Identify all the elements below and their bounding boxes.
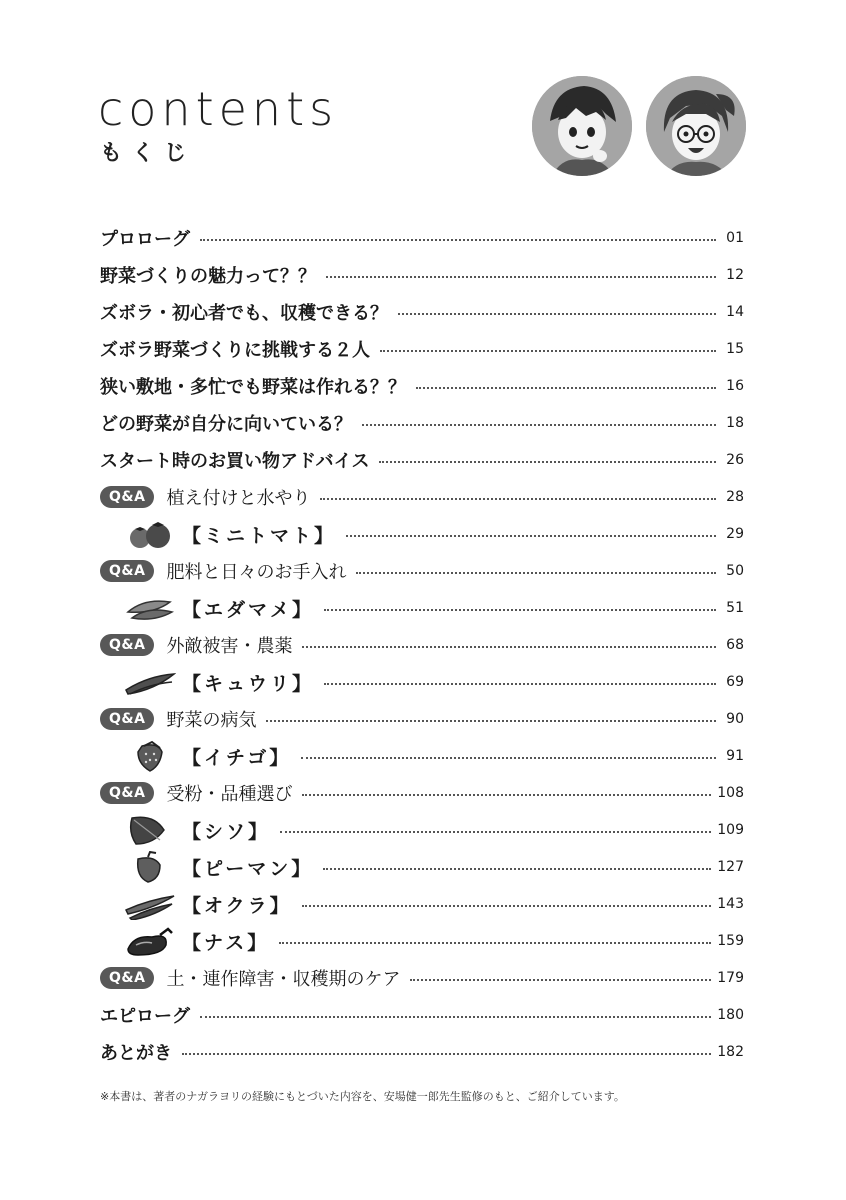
toc-item-label: 肥料と日々のお手入れ bbox=[166, 562, 347, 583]
tomato-icon bbox=[124, 518, 176, 550]
toc-item-page: 28 bbox=[726, 489, 744, 505]
shiso-icon bbox=[124, 814, 176, 846]
leader-dots bbox=[200, 1016, 711, 1018]
leader-dots bbox=[182, 1053, 711, 1055]
toc-item-veg[interactable] bbox=[124, 591, 744, 625]
okra-icon bbox=[124, 888, 176, 920]
toc-item-page: 69 bbox=[726, 674, 744, 690]
boy-character-avatar bbox=[532, 76, 632, 176]
toc-item-label: 【イチゴ】 bbox=[182, 746, 292, 769]
toc-item-label: 外敵被害・農薬 bbox=[166, 636, 293, 657]
toc-item-label: 【シソ】 bbox=[182, 820, 271, 843]
toc-item-page: 51 bbox=[726, 600, 744, 616]
leader-dots bbox=[200, 239, 716, 241]
toc-item[interactable] bbox=[100, 443, 744, 477]
toc-item[interactable] bbox=[100, 406, 744, 440]
eggplant-icon bbox=[124, 925, 176, 957]
toc-item-label: 【オクラ】 bbox=[182, 894, 292, 917]
toc-item-page: 01 bbox=[726, 230, 744, 246]
leader-dots bbox=[379, 461, 716, 463]
toc-item-veg[interactable] bbox=[124, 517, 744, 551]
toc-item-qa[interactable] bbox=[100, 961, 744, 995]
leader-dots bbox=[326, 276, 716, 278]
toc-item-veg[interactable] bbox=[124, 739, 744, 773]
girl-character-avatar bbox=[646, 76, 746, 176]
leader-dots bbox=[279, 942, 711, 944]
toc-item-qa[interactable] bbox=[100, 776, 744, 810]
toc-item-veg[interactable] bbox=[124, 924, 744, 958]
toc-item-veg[interactable] bbox=[124, 813, 744, 847]
toc-item-qa[interactable] bbox=[100, 702, 744, 736]
qa-badge: Q&A bbox=[100, 708, 154, 730]
leader-dots bbox=[302, 794, 711, 796]
toc-item-afterword[interactable] bbox=[100, 1035, 744, 1069]
toc-item-label: プロローグ bbox=[100, 229, 190, 250]
toc-item-page: 108 bbox=[717, 785, 744, 801]
toc-item-label: 【ミニトマト】 bbox=[182, 524, 337, 547]
toc-item-page: 16 bbox=[726, 378, 744, 394]
toc-item[interactable] bbox=[100, 258, 744, 292]
toc-item-page: 91 bbox=[726, 748, 744, 764]
qa-badge: Q&A bbox=[100, 782, 154, 804]
toc-item-epilogue[interactable] bbox=[100, 998, 744, 1032]
toc-item-label: エピローグ bbox=[100, 1006, 190, 1027]
toc-item-label: 【エダマメ】 bbox=[182, 598, 315, 621]
leader-dots bbox=[302, 905, 712, 907]
strawberry-icon bbox=[124, 740, 176, 772]
leader-dots bbox=[301, 757, 716, 759]
leader-dots bbox=[324, 683, 716, 685]
toc-item-label: 植え付けと水やり bbox=[166, 488, 311, 509]
leader-dots bbox=[302, 646, 716, 648]
qa-badge: Q&A bbox=[100, 967, 154, 989]
toc-item-page: 143 bbox=[717, 896, 744, 912]
qa-badge: Q&A bbox=[100, 560, 154, 582]
toc-item-prologue[interactable] bbox=[100, 221, 744, 255]
toc-item-label: 【ナス】 bbox=[182, 931, 270, 954]
toc-item-label: 【キュウリ】 bbox=[182, 672, 315, 695]
toc-item-page: 68 bbox=[726, 637, 744, 653]
leader-dots bbox=[398, 313, 716, 315]
toc-item-page: 26 bbox=[726, 452, 744, 468]
toc-item-page: 127 bbox=[717, 859, 744, 875]
toc-item-page: 15 bbox=[726, 341, 744, 357]
toc-item-page: 159 bbox=[717, 933, 744, 949]
toc-item-label: 野菜づくりの魅力って？？ bbox=[100, 266, 316, 287]
toc-item-page: 12 bbox=[726, 267, 744, 283]
toc-item-veg[interactable] bbox=[124, 665, 744, 699]
toc-item-page: 180 bbox=[717, 1007, 744, 1023]
edamame-icon bbox=[124, 592, 176, 624]
toc-item-label: ズボラ野菜づくりに挑戦する２人 bbox=[100, 340, 370, 361]
toc-item-qa[interactable] bbox=[100, 480, 744, 514]
footnote: ※本書は、著者のナガラヨリの経験にもとづいた内容を、安場健一郎先生監修のもと、ご紹介しています。 bbox=[100, 1090, 625, 1103]
qa-badge: Q&A bbox=[100, 634, 154, 656]
leader-dots bbox=[362, 424, 716, 426]
toc-item-page: 90 bbox=[726, 711, 744, 727]
toc-item-page: 179 bbox=[717, 970, 744, 986]
toc-item-qa[interactable] bbox=[100, 554, 744, 588]
leader-dots bbox=[380, 350, 716, 352]
leader-dots bbox=[324, 609, 716, 611]
toc-item[interactable] bbox=[100, 332, 744, 366]
toc-item-qa[interactable] bbox=[100, 628, 744, 662]
toc-item-page: 14 bbox=[726, 304, 744, 320]
toc-item[interactable] bbox=[100, 369, 744, 403]
toc-item-label: 野菜の病気 bbox=[166, 710, 257, 731]
toc-item-page: 29 bbox=[726, 526, 744, 542]
cucumber-icon bbox=[124, 666, 176, 698]
qa-badge: Q&A bbox=[100, 486, 154, 508]
toc-item[interactable] bbox=[100, 295, 744, 329]
leader-dots bbox=[356, 572, 716, 574]
toc-item-label: あとがき bbox=[100, 1043, 172, 1064]
pepper-icon bbox=[124, 851, 176, 883]
toc-item-veg[interactable] bbox=[124, 850, 744, 884]
toc-item-veg[interactable] bbox=[124, 887, 744, 921]
leader-dots bbox=[416, 387, 716, 389]
leader-dots bbox=[266, 720, 716, 722]
toc-item-label: ズボラ・初心者でも、収穫できる？ bbox=[100, 303, 388, 324]
leader-dots bbox=[280, 831, 711, 833]
leader-dots bbox=[410, 979, 711, 981]
toc-item-label: どの野菜が自分に向いている？ bbox=[100, 414, 352, 435]
leader-dots bbox=[320, 498, 716, 500]
toc-item-page: 182 bbox=[717, 1044, 744, 1060]
toc-item-label: 狭い敷地・多忙でも野菜は作れる？？ bbox=[100, 377, 406, 398]
leader-dots bbox=[346, 535, 716, 537]
toc-item-page: 50 bbox=[726, 563, 744, 579]
toc-item-label: 受粉・品種選び bbox=[166, 784, 293, 805]
page-subtitle: もくじ bbox=[100, 141, 197, 166]
page-title: contents bbox=[98, 82, 339, 136]
toc-item-page: 109 bbox=[717, 822, 744, 838]
toc-item-label: スタート時のお買い物アドバイス bbox=[100, 451, 370, 472]
toc-item-page: 18 bbox=[726, 415, 744, 431]
toc-item-label: 【ピーマン】 bbox=[182, 857, 314, 880]
toc-item-label: 土・連作障害・収穫期のケア bbox=[166, 969, 401, 990]
leader-dots bbox=[323, 868, 711, 870]
